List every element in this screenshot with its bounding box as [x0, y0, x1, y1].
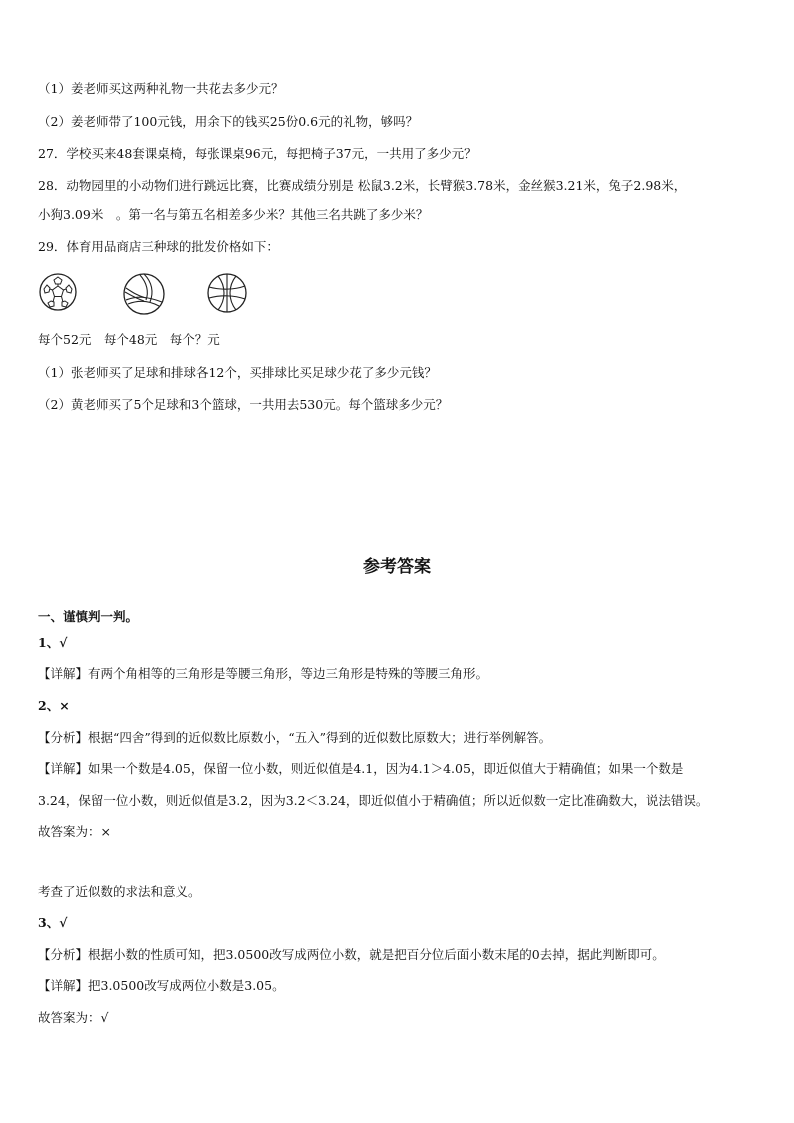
answer-1: 1、√ [38, 635, 68, 650]
answer-2-note: 考查了近似数的求法和意义。 [38, 884, 201, 899]
question-26-part-2: （2）姜老师带了100元钱，用余下的钱买25份0.6元的礼物，够吗？ [38, 114, 419, 129]
answer-1-detail: 【详解】有两个角相等的三角形是等腰三角形，等边三角形是特殊的等腰三角形。 [38, 666, 489, 681]
answer-3-result: 故答案为：√ [38, 1010, 109, 1025]
answer-3-analysis: 【分析】根据小数的性质可知，把3.0500改写成两位小数，就是把百分位后面小数末尾的0去掉，据此判断即可。 [38, 947, 665, 962]
answer-2-detail-line-2: 3.24，保留一位小数，则近似值是3.2，因为3.2＜3.24，即近似值小于精确值；所以近似数一定比准确数大，说法错误。 [38, 793, 709, 808]
answer-2-result: 故答案为：× [38, 824, 111, 839]
answer-2-analysis: 【分析】根据“四舍”得到的近似数比原数小，“五入”得到的近似数比原数大；进行举例解答。 [38, 730, 552, 745]
answer-2-detail-line-1: 【详解】如果一个数是4.05，保留一位小数，则近似值是4.1，因为4.1＞4.05，即近似值大于精确值；如果一个数是 [38, 761, 684, 776]
question-29: 29．体育用品商店三种球的批发价格如下： [38, 239, 279, 254]
question-29-part-1: （1）张老师买了足球和排球各12个，买排球比买足球少花了多少元钱？ [38, 365, 437, 380]
answer-3-detail: 【详解】把3.0500改写成两位小数是3.05。 [38, 978, 285, 993]
ball-prices: 每个52元 每个48元 每个？元 [38, 332, 220, 347]
basketball-icon [206, 272, 248, 314]
question-27: 27．学校买来48套课桌椅，每张课桌96元，每把椅子37元，一共用了多少元？ [38, 146, 477, 161]
answers-section-heading: 一、谨慎判一判。 [38, 609, 139, 624]
answer-3: 3、√ [38, 915, 68, 930]
question-28-line-1: 28．动物园里的小动物们进行跳远比赛，比赛成绩分别是 松鼠3.2米，长臂猴3.78米，金丝猴3.21米，兔子2.98米， [38, 178, 687, 193]
question-26-part-1: （1）姜老师买这两种礼物一共花去多少元？ [38, 81, 284, 96]
question-28-line-2: 小狗3.09米 。第一名与第五名相差多少米？其他三名共跳了多少米？ [38, 207, 429, 222]
volleyball-icon [122, 272, 166, 316]
ball-images [30, 272, 290, 322]
answer-2: 2、× [38, 698, 70, 713]
question-29-part-2: （2）黄老师买了5个足球和3个篮球，一共用去530元。每个篮球多少元？ [38, 397, 449, 412]
soccer-ball-icon [38, 272, 78, 312]
answers-title: 参考答案 [363, 557, 431, 577]
